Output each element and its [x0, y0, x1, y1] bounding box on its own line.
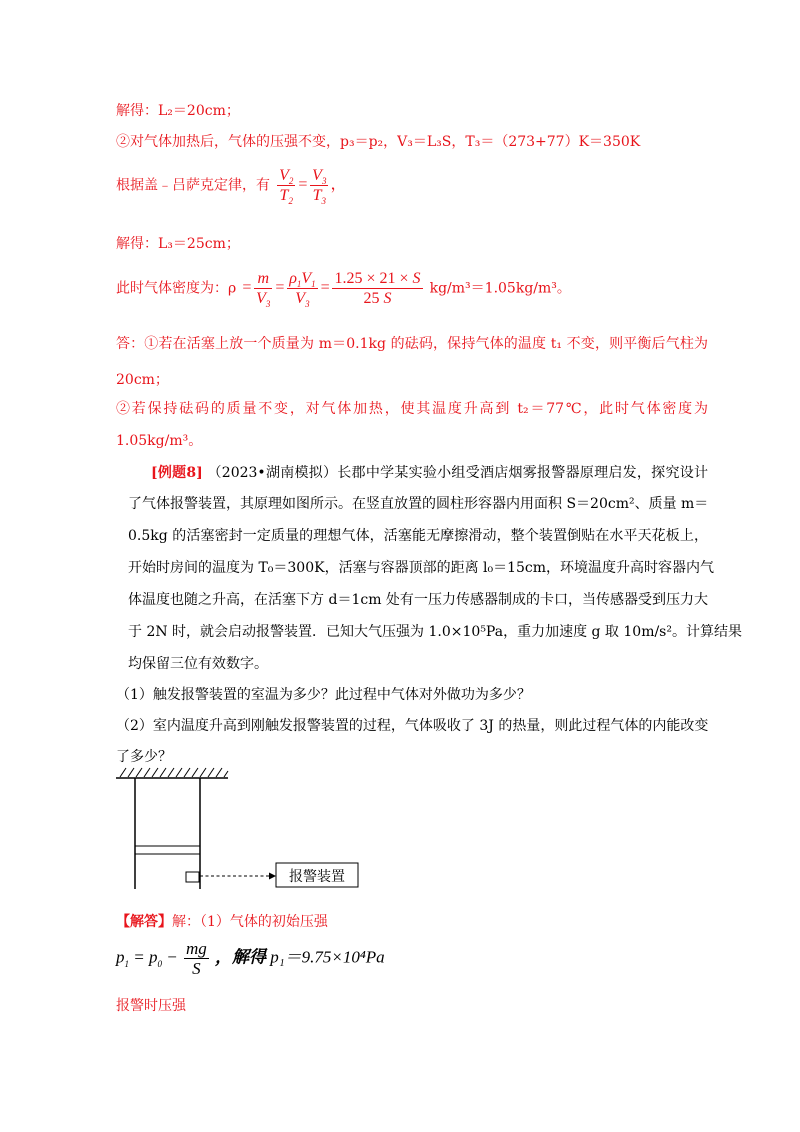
- gay-lussac-law-line: [116, 166, 346, 205]
- solution-line-l3: 解得：L₃＝25cm；: [116, 236, 240, 252]
- example-line-6: 均保留三位有效数字。: [128, 656, 268, 672]
- question-2-line-b: 了多少？: [116, 749, 172, 765]
- example-line-1: 了气体报警装置，其原理如图所示。在竖直放置的圆柱形容器内用面积 S＝20cm²、质量 m＝: [128, 496, 709, 512]
- answer-2-line-b: 1.05kg/m³。: [116, 433, 203, 449]
- example-line-5: 于 2N 时，就会启动报警装置．已知大气压强为 1.0×10⁵Pa，重力加速度 g 取 10m/s²。计算结果: [128, 624, 742, 640]
- law-intro-text: 根据盖﹣吕萨克定律，有: [116, 177, 270, 194]
- solve-word: ，解得: [215, 947, 266, 967]
- density-result: kg/m³＝1.05kg/m³。: [429, 280, 571, 297]
- initial-pressure-equation: $p_1 = p_0$ − $\frac{mg}{S}$ ，解得 p₁＝9.75×10⁴Pa: [116, 939, 385, 978]
- example-line-2: 0.5kg 的活塞密封一定质量的理想气体，活塞能无摩擦滑动，整个装置倒贴在水平天花板上，: [128, 528, 708, 544]
- example-line-4: 体温度也随之升高，在活塞下方 d＝1cm 处有一压力传感器制成的卡口，当传感器受到压力大: [128, 592, 708, 608]
- signal-arrow-head: [269, 873, 276, 880]
- ceiling: [116, 768, 228, 778]
- solution-line-heating: ②对气体加热后，气体的压强不变，p₃＝p₂，V₃＝L₃S，T₃＝（273+77）K＝350K: [116, 134, 641, 150]
- question-2-line-a: （2）室内温度升高到刚触发报警装置的过程，气体吸收了 3J 的热量，则此过程气体的内能改变: [116, 718, 709, 734]
- density-line: [116, 269, 571, 308]
- example-line-3: 开始时房间的温度为 T₀＝300K，活塞与容器顶部的距离 l₀＝15cm，环境温度升高时容器内气: [128, 560, 715, 576]
- law-equation: $\frac{V_2}{T_2}$ = $\frac{V_3}{T_3}$ ，: [279, 167, 347, 207]
- initial-pressure-result: p₁＝9.75×10⁴Pa: [270, 947, 385, 967]
- density-equation: = $\frac{m}{V_3}$ = $\frac{\rho_1V_1}{V_3}$ = $\frac{1.25 \times 21 \times S}{25 S}$: [241, 270, 421, 310]
- solution-line-l2: 解得：L₂＝20cm；: [116, 103, 240, 119]
- example-tag: [例题8]: [151, 465, 203, 481]
- answer-1-line-b: 20cm；: [116, 372, 169, 388]
- solution-intro: 解：（1）气体的初始压强: [172, 914, 328, 930]
- example-line-0: 长郡中学某实验小组受酒店烟雾报警器原理启发，探究设计: [337, 465, 708, 481]
- pressure-sensor: [186, 872, 199, 882]
- example-first-line: [151, 462, 708, 482]
- piston: [135, 846, 200, 854]
- solution-tag: 【解答】: [116, 914, 172, 930]
- alarm-pressure-heading: 报警时压强: [116, 998, 186, 1014]
- density-intro: 此时气体密度为：ρ: [116, 280, 237, 297]
- question-1: （1）触发报警装置的室温为多少？此过程中气体对外做功为多少？: [116, 687, 531, 703]
- example-source: （2023•湖南模拟）: [207, 465, 338, 481]
- alarm-device-label: 报警装置: [289, 869, 345, 885]
- answer-2-line-a: ②若保持砝码的质量不变，对气体加热，使其温度升高到 t₂＝77℃，此时气体密度为: [116, 401, 708, 417]
- answer-1-line-a: 答：①若在活塞上放一个质量为 m＝0.1kg 的砝码，保持气体的温度 t₁ 不变，则平衡后气柱为: [116, 336, 708, 352]
- solution-heading: [116, 911, 328, 931]
